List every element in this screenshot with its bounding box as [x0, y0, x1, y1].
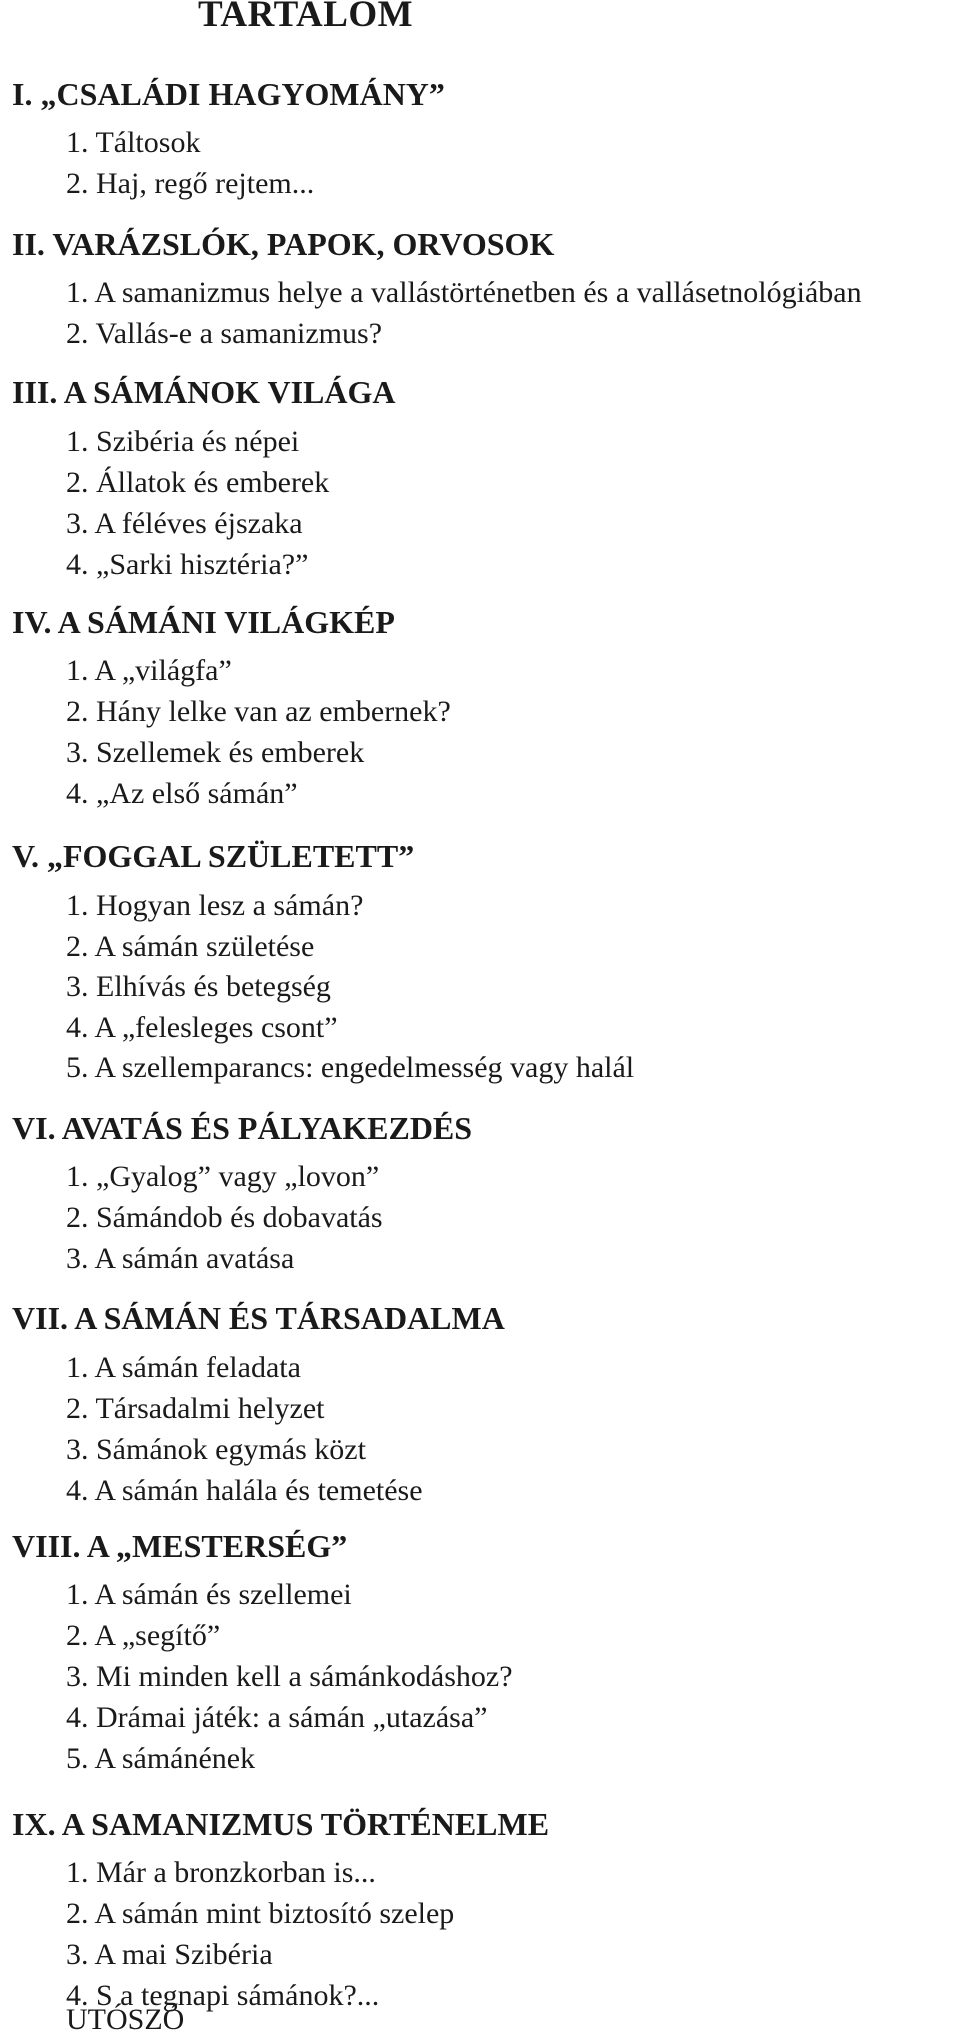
- chapter-heading[interactable]: III. A SÁMÁNOK VILÁGA: [12, 374, 396, 410]
- toc-item[interactable]: 3. Sámánok egymás közt: [66, 1433, 366, 1466]
- toc-item[interactable]: 1. A samanizmus helye a vallástörténetben és a vallásetnológiában: [66, 276, 862, 309]
- toc-item[interactable]: 3. A mai Szibéria: [66, 1938, 273, 1971]
- toc-item[interactable]: 1. A sámán feladata: [66, 1351, 301, 1384]
- toc-item[interactable]: 2. A sámán születése: [66, 929, 315, 963]
- toc-item[interactable]: 1. A sámán és szellemei: [66, 1578, 352, 1611]
- chapter-heading[interactable]: VIII. A „MESTERSÉG”: [12, 1528, 348, 1564]
- chapter-heading[interactable]: I. „CSALÁDI HAGYOMÁNY”: [12, 76, 445, 112]
- toc-item[interactable]: 1. Hogyan lesz a sámán?: [66, 889, 364, 922]
- toc-item[interactable]: 2. Haj, regő rejtem...: [66, 167, 315, 200]
- toc-item[interactable]: 3. Szellemek és emberek: [66, 736, 365, 769]
- toc-item[interactable]: 1. Táltosok: [66, 126, 201, 159]
- chapter-heading[interactable]: II. VARÁZSLÓK, PAPOK, ORVOSOK: [12, 226, 555, 262]
- chapter-heading[interactable]: IV. A SÁMÁNI VILÁGKÉP: [12, 604, 395, 640]
- toc-item[interactable]: 5. A szellemparancs: engedelmesség vagy halál: [66, 1051, 635, 1084]
- toc-item[interactable]: 3. Mi minden kell a sámánkodáshoz?: [66, 1660, 513, 1693]
- toc-item[interactable]: 4. „Sarki hisztéria?”: [66, 548, 309, 581]
- toc-item[interactable]: 1. A „világfa”: [66, 654, 232, 687]
- chapter-heading[interactable]: VII. A SÁMÁN ÉS TÁRSADALMA: [12, 1300, 505, 1336]
- toc-item[interactable]: 4. S a tegnapi sámánok?...: [66, 1979, 380, 2012]
- toc-item[interactable]: 2. Vallás-e a samanizmus?: [66, 317, 383, 350]
- toc-item[interactable]: 2. Társadalmi helyzet: [66, 1392, 325, 1425]
- toc-item[interactable]: 4. A sámán halála és temetése: [66, 1474, 423, 1507]
- toc-item[interactable]: 1. Már a bronzkorban is...: [66, 1856, 376, 1889]
- chapter-heading[interactable]: IX. A SAMANIZMUS TÖRTÉNELME: [12, 1806, 550, 1842]
- toc-item[interactable]: 3. A féléves éjszaka: [66, 507, 303, 540]
- toc-item[interactable]: 2. Állatok és emberek: [66, 466, 330, 499]
- toc-item[interactable]: 3. Elhívás és betegség: [66, 970, 331, 1003]
- toc-item[interactable]: 4. A „felesleges csont”: [66, 1010, 338, 1044]
- chapter-heading[interactable]: V. „FOGGAL SZÜLETETT”: [12, 838, 415, 874]
- toc-item[interactable]: 1. „Gyalog” vagy „lovon”: [66, 1160, 380, 1193]
- toc-item[interactable]: 5. A sámánének: [66, 1742, 256, 1775]
- chapter-heading[interactable]: VI. AVATÁS ÉS PÁLYAKEZDÉS: [12, 1110, 473, 1146]
- toc-item[interactable]: 2. A „segítő”: [66, 1619, 221, 1652]
- toc-item[interactable]: 2. Hány lelke van az embernek?: [66, 695, 451, 728]
- toc-item[interactable]: 1. Szibéria és népei: [66, 425, 300, 458]
- toc-item[interactable]: 4. Drámai játék: a sámán „utazása”: [66, 1701, 488, 1734]
- toc-item[interactable]: 3. A sámán avatása: [66, 1242, 295, 1275]
- toc-item[interactable]: 2. A sámán mint biztosító szelep: [66, 1897, 455, 1930]
- toc-item[interactable]: 4. „Az első sámán”: [66, 777, 298, 810]
- page-title: TARTALOM: [198, 0, 414, 35]
- toc-item[interactable]: 2. Sámándob és dobavatás: [66, 1201, 383, 1234]
- afterword-entry[interactable]: UTÓSZÓ: [66, 2003, 185, 2036]
